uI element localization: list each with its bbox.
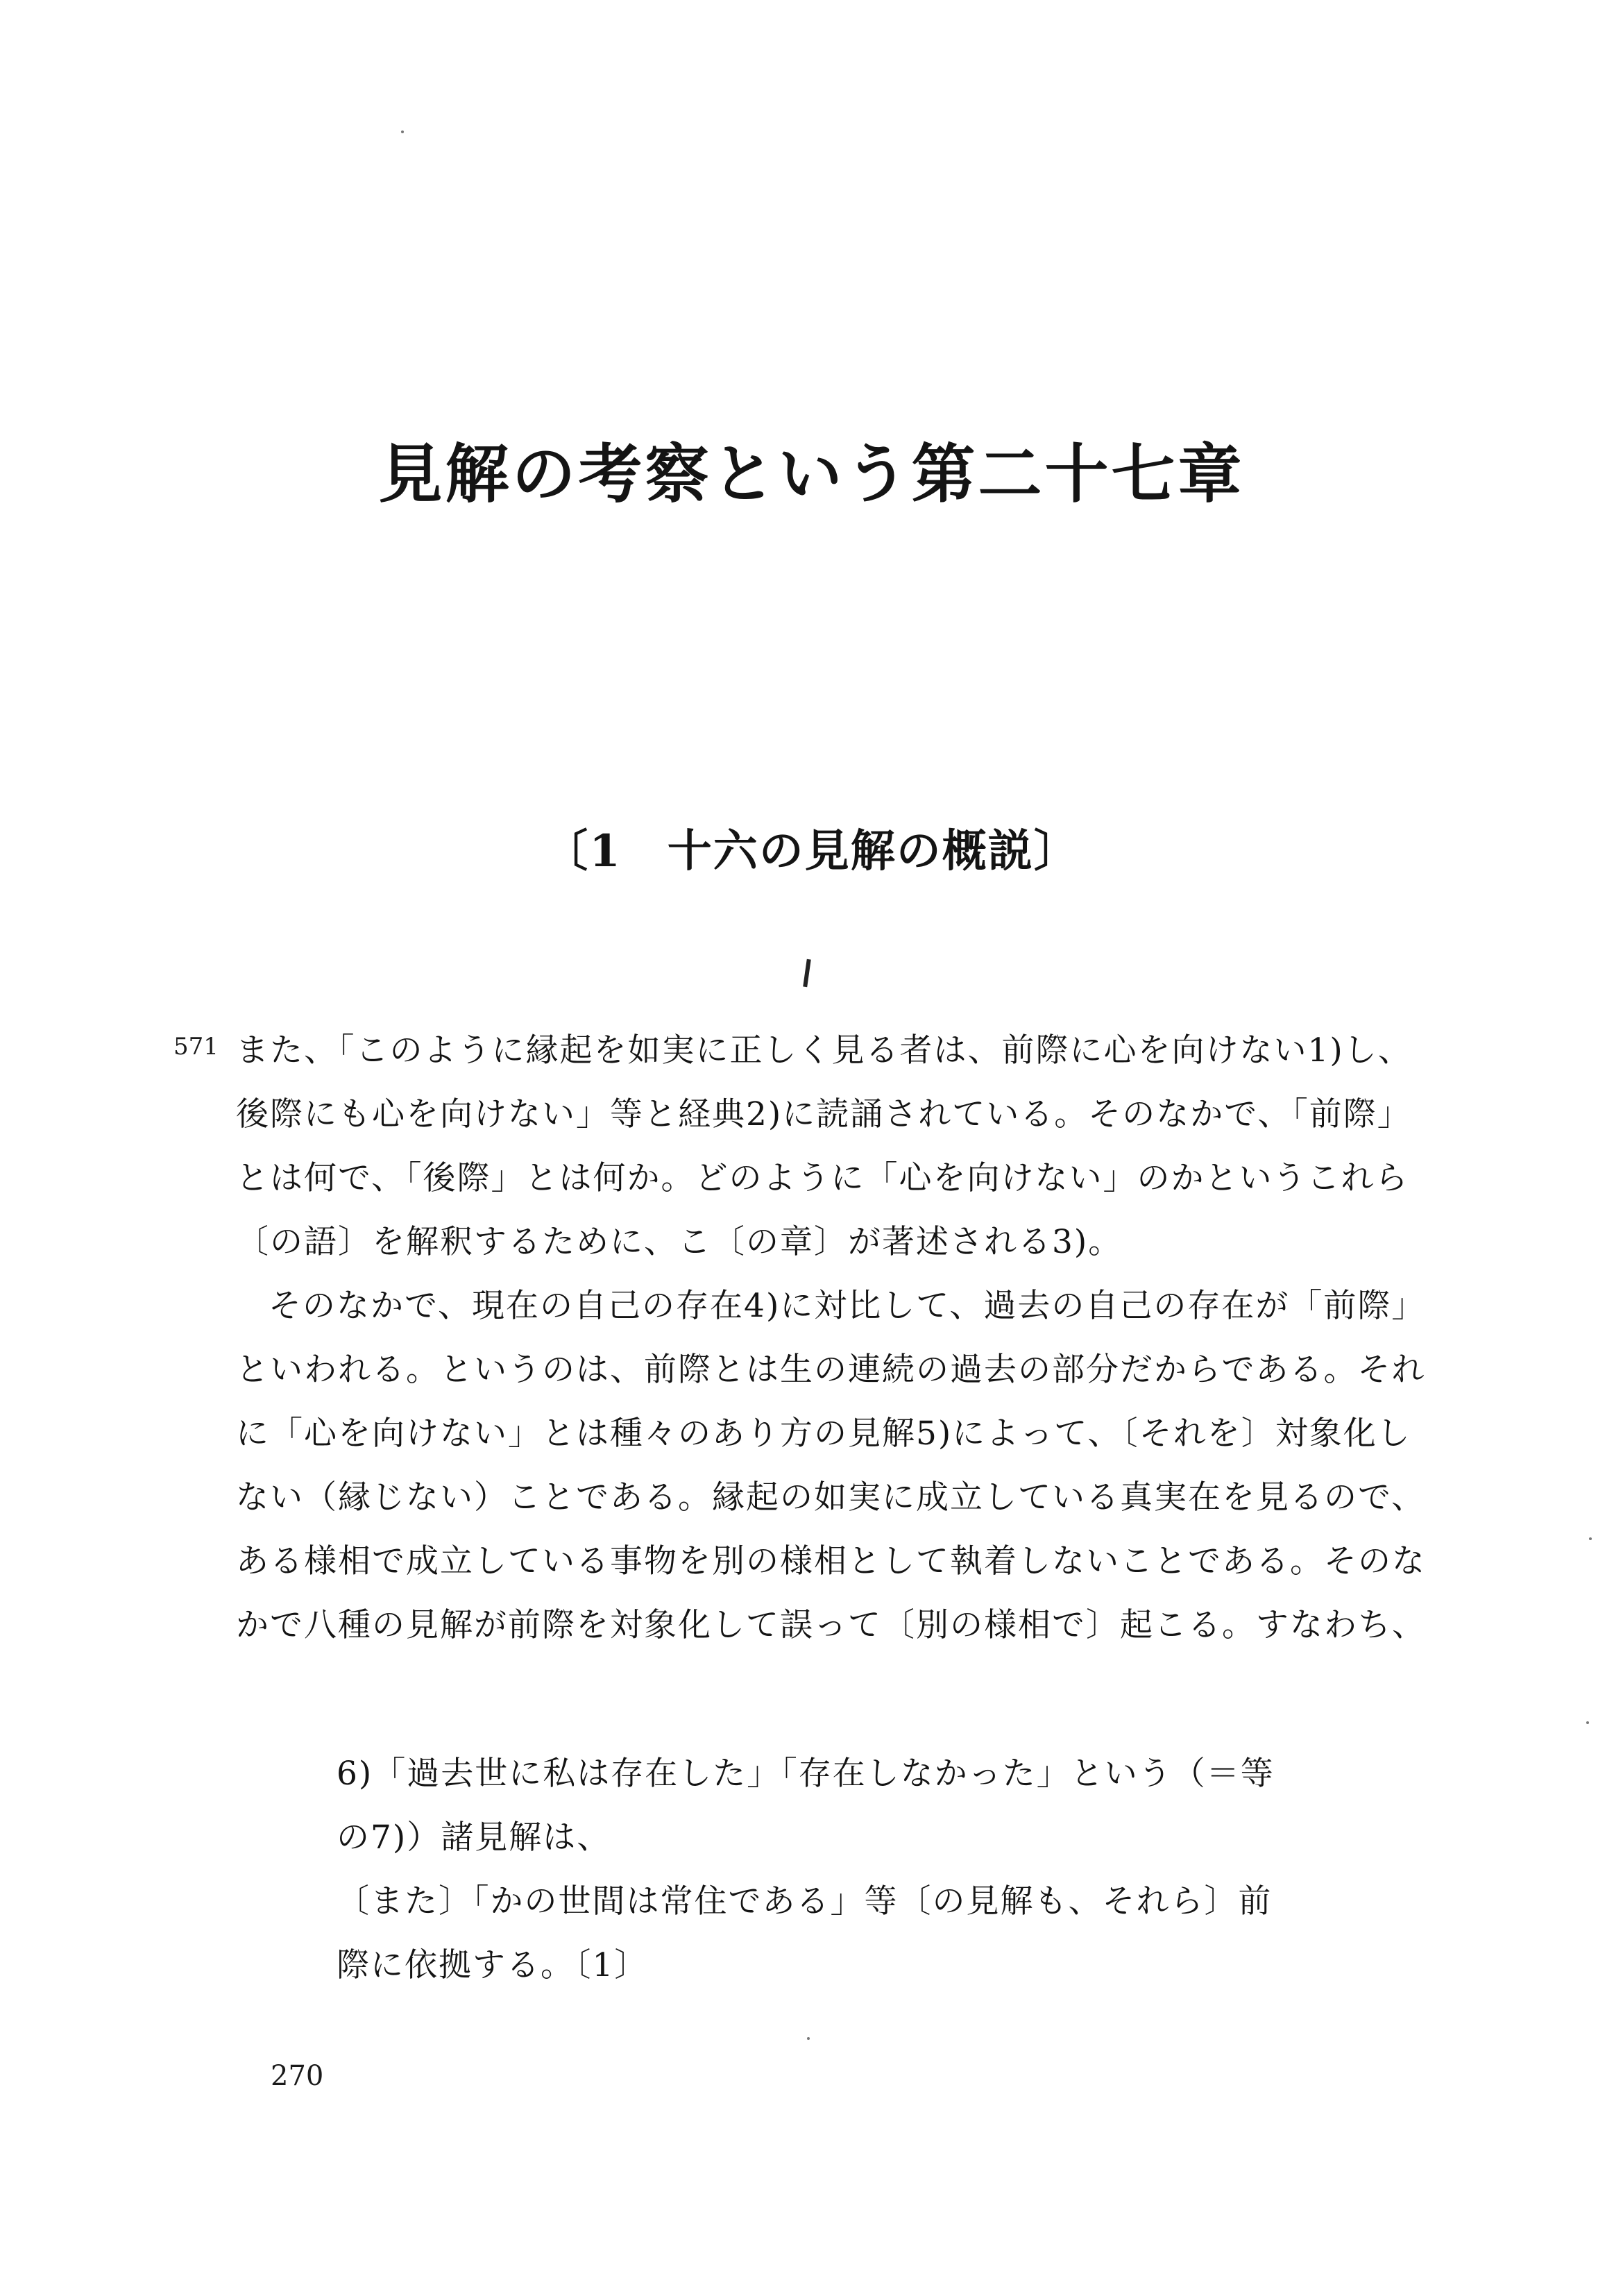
verse-block — [337, 1742, 1322, 1998]
page-number: 270 — [271, 2060, 324, 2092]
scan-speck — [401, 130, 404, 133]
scan-speck — [1589, 1537, 1592, 1540]
paragraph-2-text: そのなかで、現在の自己の存在4)に対比して、過去の自己の存在が「前際」といわれる。というのは、前際とは生の連続の過去の部分だからである。それに「心を向けない」とは種々のあり方の見解5)によって、〔それを〕対象化しない（縁じない）ことである。縁起の如実に成立している真実在を見るので、ある様相で成立している事物を別の様相として執着しないことである。そのなかで八種の見解が前際を対象化して誤って〔別の様相で〕起こる。すなわち、 — [236, 1287, 1426, 1644]
paragraph-2 — [236, 1274, 1429, 1657]
verse-line-2: の7)）諸見解は、 — [337, 1818, 611, 1857]
paragraph-1 — [236, 1019, 1429, 1274]
section-heading: 〔1 十六の見解の概説〕 — [543, 825, 1080, 877]
paragraph-number: 571 — [173, 1033, 219, 1061]
verse-line-3: 〔また〕「かの世間は常住である」等〔の見解も、それら〕前 — [337, 1882, 1273, 1921]
paragraph-1-text: また、「このように縁起を如実に正しく見る者は、前際に心を向けない1)し、後際にも心を向けない」等と経典2)に読誦されている。そのなかで、「前際」とは何で、「後際」とは何か。どのように「心を向けない」のかというこれら〔の語〕を解釈するために、こ〔の章〕が著述される3)。 — [236, 1031, 1412, 1261]
scan-speck — [1586, 1721, 1589, 1724]
verse-line-1: 6)「過去世に私は存在した」「存在しなかった」という（＝等 — [337, 1755, 1275, 1793]
verse-line-4: 際に依拠する。〔1〕 — [337, 1946, 649, 1984]
stray-ink-mark — [803, 959, 811, 987]
chapter-title: 見解の考察という第二十七章 — [378, 437, 1245, 512]
scan-speck — [807, 2037, 810, 2040]
